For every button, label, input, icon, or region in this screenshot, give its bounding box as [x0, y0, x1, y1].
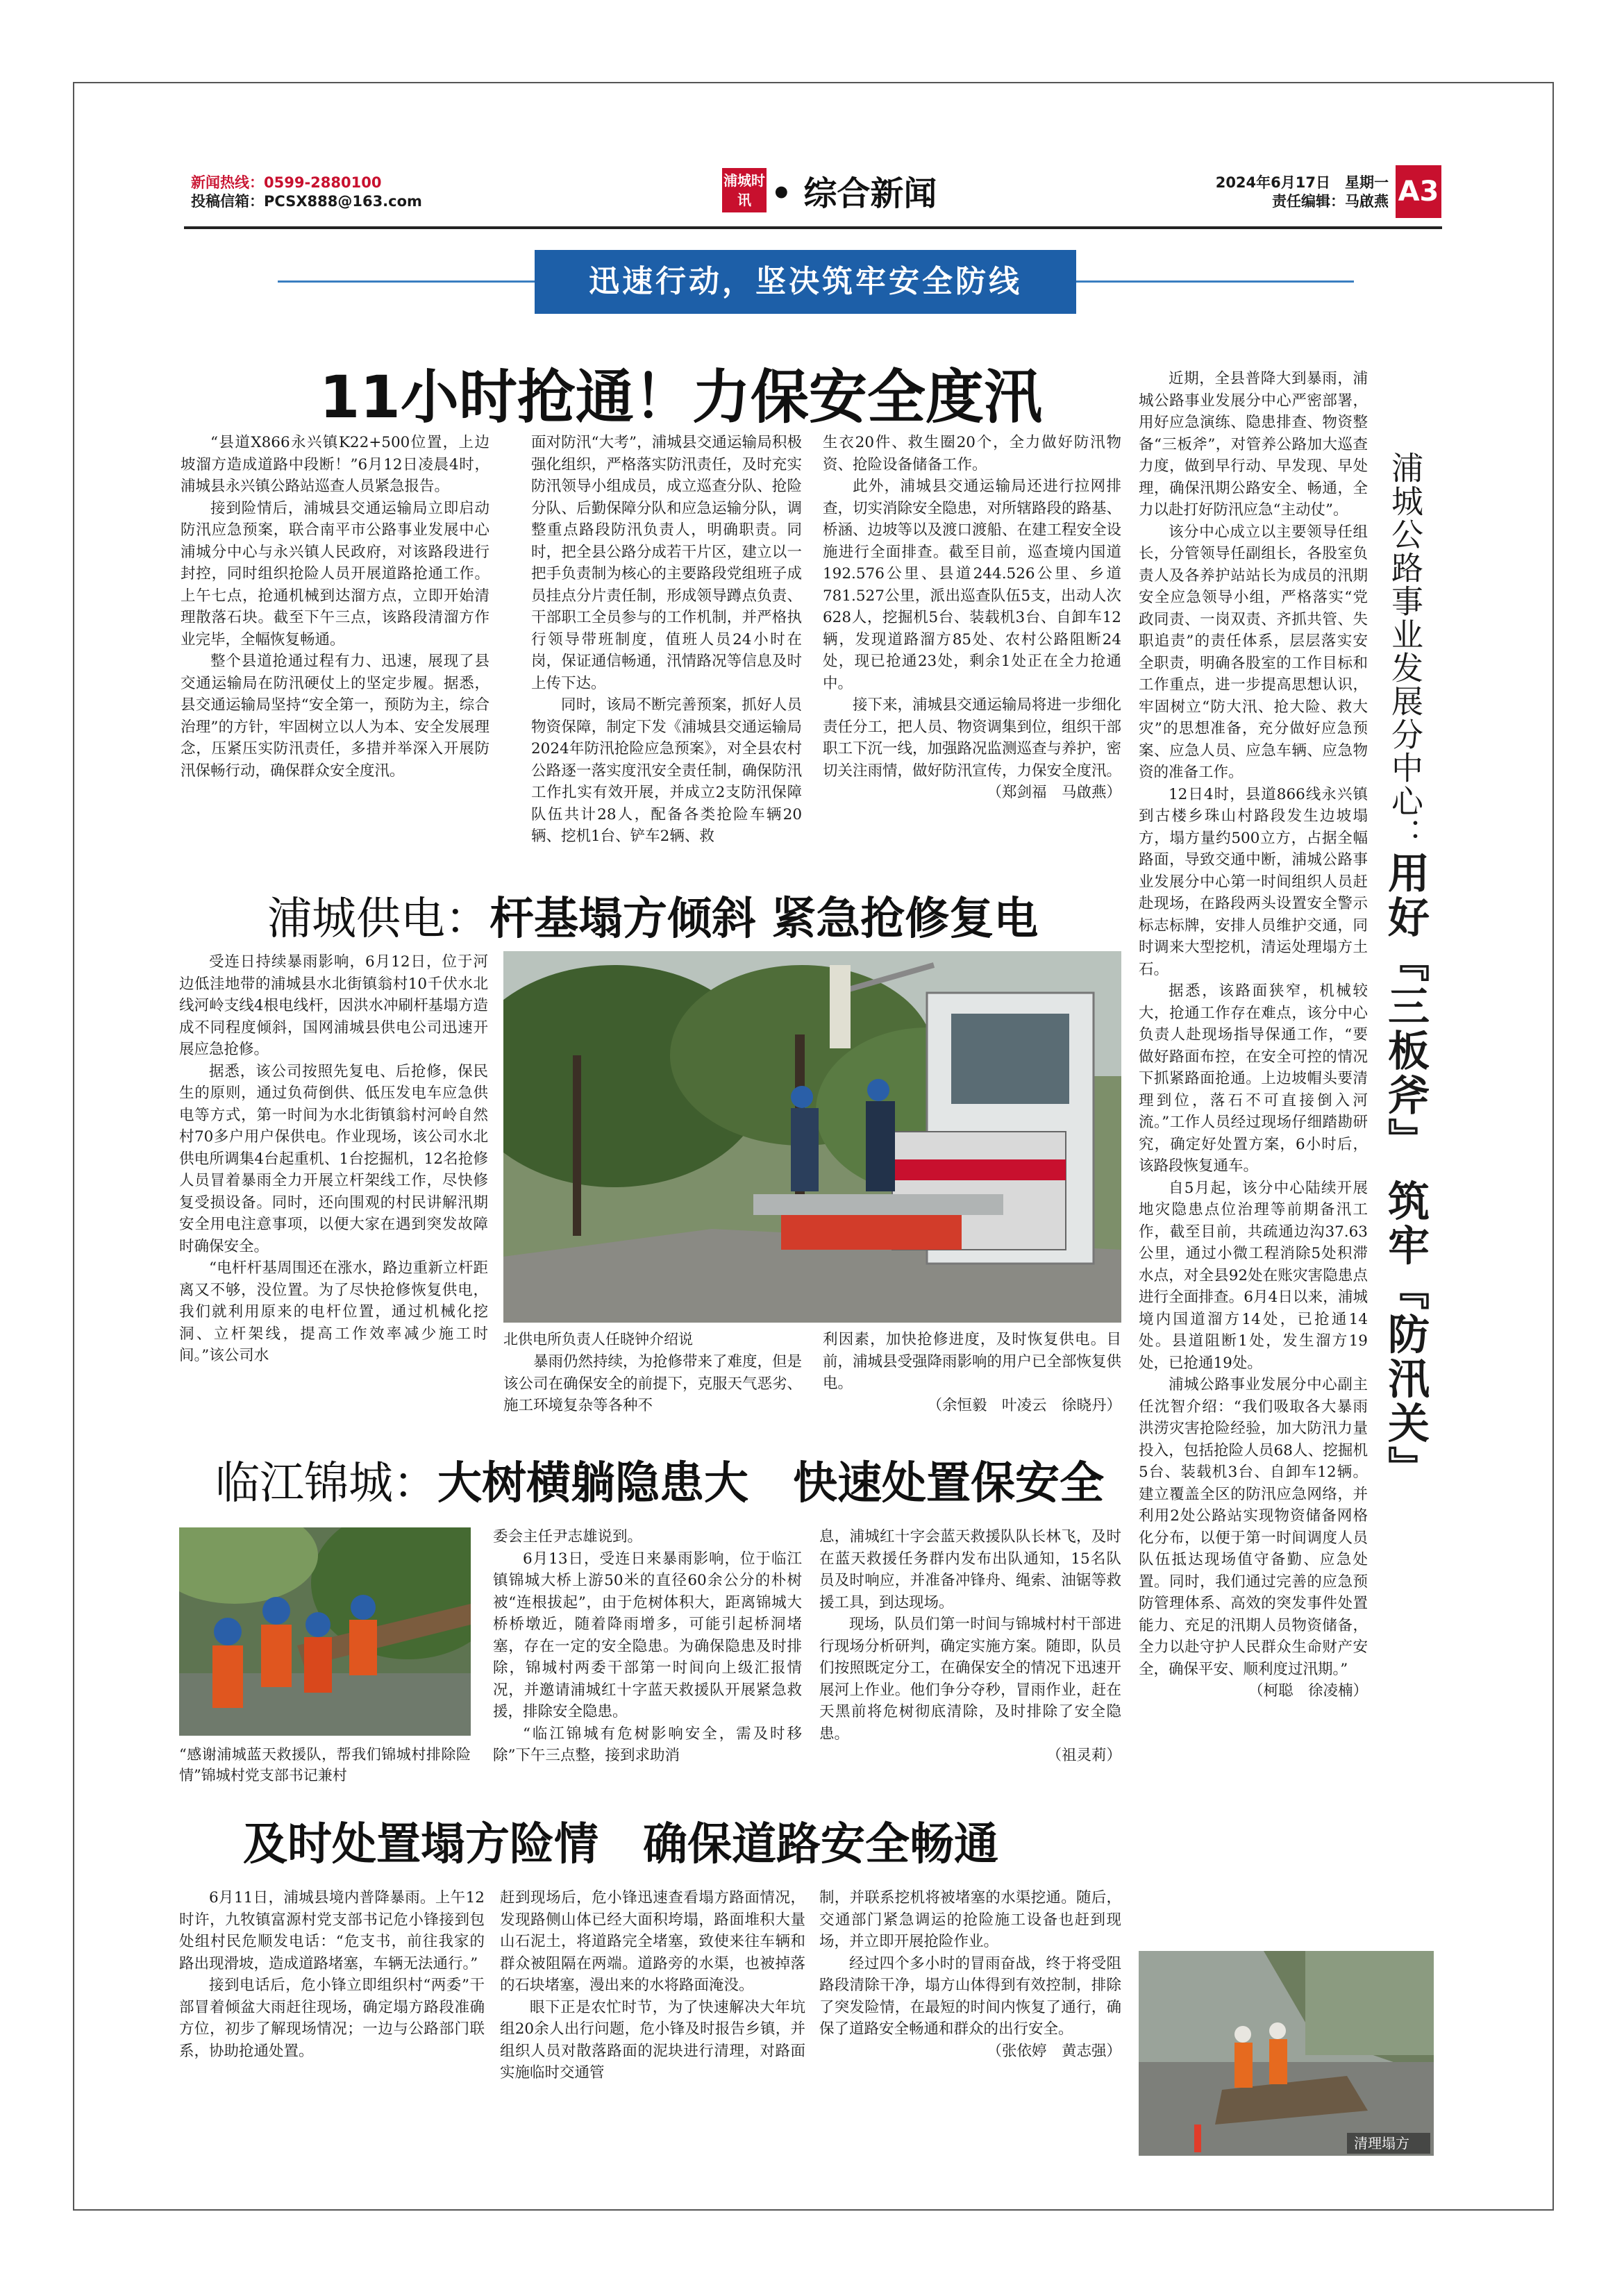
paragraph: 生衣20件、救生圈20个，全力做好防汛物资、抢险设备储备工作。: [823, 434, 1121, 474]
article1-column-1: [181, 432, 489, 869]
article5-title-line2: 用好『三板斧』 筑牢『防汛关』: [1381, 851, 1430, 1491]
article5-photo-caption: 清理塌方: [1354, 2135, 1409, 2152]
paragraph: 近期，全县普降大到暴雨，浦城公路事业发展分中心严密部署，用好应急演练、隐患排查、物资整备“三板斧”，对管养公路加大巡查力度，做到早行动、早发现、早处理，确保汛期公路安全、畅通，全力以赴打好防汛应急“主动仗”。: [1139, 370, 1368, 519]
article2-column-3: [823, 1329, 1121, 1433]
paragraph: 眼下正是农忙时节，为了快速解决大年坑组20余人出行问题，危小锋及时报告乡镇，并组织人员对散落路面的泥块进行清理，对路面实施临时交通管: [500, 1998, 805, 2081]
article5-vertical-title: [1378, 451, 1435, 1491]
header-rule: [184, 226, 1442, 229]
byline: （祖灵莉）: [1046, 1747, 1121, 1764]
article2-headline-prefix: 浦城供电：: [267, 894, 489, 945]
article3-headline: [215, 1448, 1104, 1511]
article1-column-2: [531, 432, 802, 869]
byline: （余恒毅 叶凌云 徐晓丹）: [927, 1396, 1121, 1414]
issue-info: [1194, 174, 1389, 211]
banner-rule-right: [1076, 280, 1354, 283]
paragraph: 经过四个多小时的冒雨奋战，终于将受阻路段清除干净，塌方山体得到有效控制，排除了突发险情，在最短的时间内恢复了通行，确保了道路安全畅通和群众的出行安全。: [819, 1954, 1121, 2038]
article3-photo-caption: “感谢浦城蓝天救援队，帮我们锦城村排除险情”锦城村党支部书记兼村: [179, 1746, 471, 1784]
power-repair-illustration: [503, 951, 1121, 1323]
paragraph: 受连日持续暴雨影响，6月12日，位于河边低洼地带的浦城县水北街镇翁村10千伏水北线河岭支线4根电线杆，因洪水冲刷杆基塌方造成不同程度倾斜，国网浦城县供电公司迅速开展应急抢修。: [179, 953, 488, 1058]
theme-banner: 迅速行动，坚决筑牢安全防线: [535, 250, 1076, 314]
section-title: • 综合新闻: [771, 174, 937, 213]
page-number-badge: A3: [1396, 165, 1441, 218]
paragraph: 6月13日，受连日来暴雨影响，位于临江镇锦城大桥上游50米的直径60余公分的朴树被“连根拔起”，由于危树体积大，距离锦城大桥桥墩近，随着降雨增多，可能引起桥洞堵塞，存在一定的安全隐患。为确保隐患及时排除，锦城村两委干部第一时间向上级汇报情况，并邀请浦城红十字蓝天救援队开展紧急救援，排除安全隐患。: [493, 1550, 802, 1720]
paragraph: 12日4时，县道866线永兴镇到古楼乡珠山村路段发生边坡塌方，塌方量约500立方，占据全幅路面，导致交通中断，浦城公路事业发展分中心第一时间组织人员赶赴现场，在路段两头设置安全警示标志标牌，安排人员维护交通，同时调来大型挖机，清运处理塌方土石。: [1139, 785, 1368, 978]
paragraph: 自5月起，该分中心陆续开展地灾隐患点位治理等前期备汛工作，截至目前，共疏通边沟37.63公里，通过小微工程消除5处积滞水点，对全县92处在账灾害隐患点进行全面排查。6月4日以来，浦城境内国道溜方14处，已抢通14处。县道阻断1处，发生溜方19处，已抢通19处。: [1139, 1179, 1368, 1372]
article2-headline-main: 杆基塌方倾斜 紧急抢修复电: [489, 894, 1039, 945]
article4-headline: 及时处置塌方险情 确保道路安全畅通: [243, 1819, 998, 1870]
paragraph: 暴雨仍然持续，为抢修带来了难度，但是该公司在确保安全的前提下，克服天气恶劣、施工环境复杂等各种不: [503, 1353, 802, 1414]
article2-column-2: [503, 1351, 802, 1431]
paragraph: 赶到现场后，危小锋迅速查看塌方路面情况，发现路侧山体已经大面积垮塌，路面堆积大量山石泥土，将道路完全堵塞，致使来往车辆和群众被阻隔在两端。道路旁的水渠，也被掉落的石块堵塞，漫出来的水将路面淹没。: [500, 1889, 805, 1994]
paragraph: 面对防汛“大考”，浦城县交通运输局积极强化组织，严格落实防汛责任，及时充实防汛领导小组成员，成立巡查分队、抢险分队、后勤保障分队和应急运输分队，调整重点路段防汛负责人，明确职责。同时，把全县公路分成若干片区，建立以一把手负责制为核心的主要路段党组班子成员挂点分片责任制，形成领导蹲点负责、干部职工全员参与的工作机制，并严格执行领导带班制度，值班人员24小时在岗，保证通信畅通，汛情路况等信息及时上传下达。: [531, 434, 802, 692]
issue-date: 2024年6月17日 星期一: [1215, 174, 1389, 191]
article4-column-2: [500, 1887, 805, 2123]
paragraph: 息，浦城红十字会蓝天救援队队长林飞，及时在蓝天救援任务群内发布出队通知，15名队员及时响应，并准备冲锋舟、绳索、油锯等救援工具，到达现场。: [819, 1528, 1121, 1611]
paragraph: 6月11日，浦城县境内普降暴雨。上午12时许，九牧镇富源村党支部书记危小锋接到包处组村民危顺发电话：“危支书，前往我家的路出现滑坡，造成道路堵塞，车辆无法通行。”: [179, 1889, 485, 1972]
banner-rule-left: [278, 280, 535, 283]
paragraph: 接到险情后，浦城县交通运输局立即启动防汛应急预案，联合南平市公路事业发展中心浦城分中心与永兴镇人民政府，对该路段进行封控，同时组织抢险人员开展道路抢通工作。上午七点，抢通机械到达溜方点，立即开始清理散落石块。截至下午三点，该路段清溜方作业完毕，全幅恢复畅通。: [181, 499, 489, 648]
masthead-contact: [191, 174, 422, 211]
paragraph: 浦城公路事业发展分中心副主任沈智介绍：“我们吸取各大暴雨洪涝灾害抢险经验，加大防汛力量投入，包括抢险人员68人、挖掘机5台、装载机3台、自卸车12辆。建立覆盖全区的防汛应急网络，并利用2处公路站实现物资储备网格化分布，以便于第一时间调度人员队伍抵达现场值守备勤、应急处置。同时，我们通过完善的应急预防管理体系、高效的突发事件处置能力、充足的汛期人员物资储备，全力以赴守护人民群众生命财产安全，确保平安、顺利度过汛期。”: [1139, 1376, 1368, 1678]
power-repair-photo: [503, 951, 1121, 1323]
article4-column-3: [819, 1887, 1121, 2123]
tree-rescue-illustration: [179, 1527, 471, 1736]
paragraph: 制，并联系挖机将被堵塞的水渠挖通。随后，交通部门紧急调运的抢险施工设备也赶到现场，并立即开展抢险作业。: [819, 1889, 1121, 1950]
paragraph: 此外，浦城县交通运输局还进行拉网排查，切实消除安全隐患，对所辖路段的路基、桥涵、边坡等以及渡口渡船、在建工程安全设施进行全面排查。截至目前，巡查境内国道192.576公里、县道244.526公里、乡道781.527公里，派出巡查队伍5支，出动人次628人，挖掘机5台、装载机3台、自卸车12辆，发现道路溜方85处、农村公路阻断24处，现已抢通23处，剩余1处正在全力抢通中。: [823, 478, 1121, 692]
paragraph: 同时，该局不断完善预案，抓好人员物资保障，制定下发《浦城县交通运输局2024年防汛抢险应急预案》，对全县农村公路逐一落实度汛安全责任制，确保防汛工作扎实有效开展，并成立2支防汛保障队伍共计28人，配备各类抢险车辆20辆、挖机1台、铲车2辆、救: [531, 696, 802, 845]
byline: （张依婷 黄志强）: [987, 2042, 1121, 2060]
tree-rescue-photo: [179, 1527, 471, 1736]
byline: （柯聪 徐凌楠）: [1248, 1682, 1368, 1700]
article1-column-3: [823, 432, 1121, 869]
article4-column-1: [179, 1887, 485, 2123]
article5-body: [1139, 368, 1368, 1944]
article2-photo-caption: 北供电所负责人任晓钟介绍说: [503, 1331, 693, 1348]
paragraph: “县道X866永兴镇K22+500位置，上边坡溜方造成道路中段断！”6月12日凌晨4时，浦城县永兴镇公路站巡查人员紧急报告。: [181, 434, 489, 495]
article5-title-line1: 浦城公路事业发展分中心：: [1387, 451, 1424, 851]
article2-headline: [267, 883, 1038, 947]
landslide-clearing-illustration: [1139, 1951, 1434, 2156]
paragraph: 据悉，该公司按照先复电、后抢修，保民生的原则，通过负荷倒供、低压发电车应急供电等方式，第一时间为水北街镇翁村河岭自然村70多户用户保供电。作业现场，该公司水北供电所调集4台起重机、1台挖掘机，12名抢修人员冒着暴雨全力开展立杆架线工作，尽快修复受损设备。同时，还向围观的村民讲解汛期安全用电注意事项，以便大家在遇到突发故障时确保安全。: [179, 1062, 488, 1255]
paragraph: “临江锦城有危树影响安全，需及时移除”下午三点整，接到求助消: [493, 1725, 802, 1764]
paragraph: 整个县道抢通过程有力、迅速，展现了县交通运输局在防汛硬仗上的坚定步履。据悉，县交通运输局坚持“安全第一，预防为主，综合治理”的方针，牢固树立以人为本、安全发展理念，压紧压实防汛责任，多措并举深入开展防汛保畅行动，确保群众安全度汛。: [181, 653, 489, 780]
article2-column-1: [179, 951, 488, 1430]
landslide-clearing-photo: [1139, 1951, 1434, 2156]
paragraph: 接下来，浦城县交通运输局将进一步细化责任分工，把人员、物资调集到位，组织干部职工下沉一线，加强路况监测巡查与养护，密切关注雨情，做好防汛宣传，力保安全度汛。: [823, 696, 1121, 780]
article1-headline: 11小时抢通！力保安全度汛: [319, 363, 1042, 431]
paragraph: 现场，队员们第一时间与锦城村村干部进行现场分析研判，确定实施方案。随即，队员们按照既定分工，在确保安全的情况下迅速开展河上作业。他们争分夺秒，冒雨作业，赶在天黑前将危树彻底清除，及时排除了安全隐患。: [819, 1616, 1121, 1743]
article3-column-3: [819, 1526, 1121, 1800]
paragraph: “电杆杆基周围还在涨水，路边重新立杆距离又不够，没位置。为了尽快抢修恢复供电，我们就利用原来的电杆位置，通过机械化挖洞、立杆架线，提高工作效率减少施工时间。”该公司水: [179, 1259, 488, 1364]
paragraph: 利因素，加快抢修进度，及时恢复供电。目前，浦城县受强降雨影响的用户已全部恢复供电。: [823, 1331, 1121, 1392]
article3-column-2: [493, 1526, 802, 1800]
responsible-editor: 责任编辑：马啟燕: [1272, 193, 1389, 210]
byline: （郑剑福 马啟燕）: [987, 784, 1121, 801]
submission-email: 投稿信箱：PCSX888@163.com: [191, 193, 422, 210]
article3-headline-main: 大树横躺隐患大 快速处置保安全: [437, 1458, 1104, 1509]
article3-headline-prefix: 临江锦城：: [215, 1458, 437, 1509]
news-hotline: 新闻热线：0599-2880100: [191, 174, 382, 191]
paper-logo: 浦城时讯: [722, 168, 767, 212]
paragraph: 委会主任尹志雄说到。: [493, 1528, 643, 1545]
paragraph: 据悉，该路面狭窄，机械较大，抢通工作存在难点，该分中心负责人赴现场指导保通工作，“要做好路面布控，在安全可控的情况下抓紧路面抢通。上边坡帽头要清理到位，落石不可直接倒入河流。”工作人员经过现场仔细踏勘研究，确定好处置方案，6小时后，该路段恢复通车。: [1139, 982, 1368, 1175]
paragraph: 该分中心成立以主要领导任组长，分管领导任副组长，各股室负责人及各养护站站长为成员的汛期安全应急领导小组，严格落实“党政同责、一岗双责、齐抓共管、失职追责”的责任体系，层层落实安全职责，明确各股室的工作目标和工作重点，进一步提高思想认识，牢固树立“防大汛、抢大险、救大灾”的思想准备，充分做好应急预案、应急人员、应急车辆、应急物资的准备工作。: [1139, 523, 1368, 781]
paragraph: 接到电话后，危小锋立即组织村“两委”干部冒着倾盆大雨赶往现场，确定塌方路段准确方位，初步了解现场情况；一边与公路部门联系，协助抢通处置。: [179, 1977, 485, 2060]
